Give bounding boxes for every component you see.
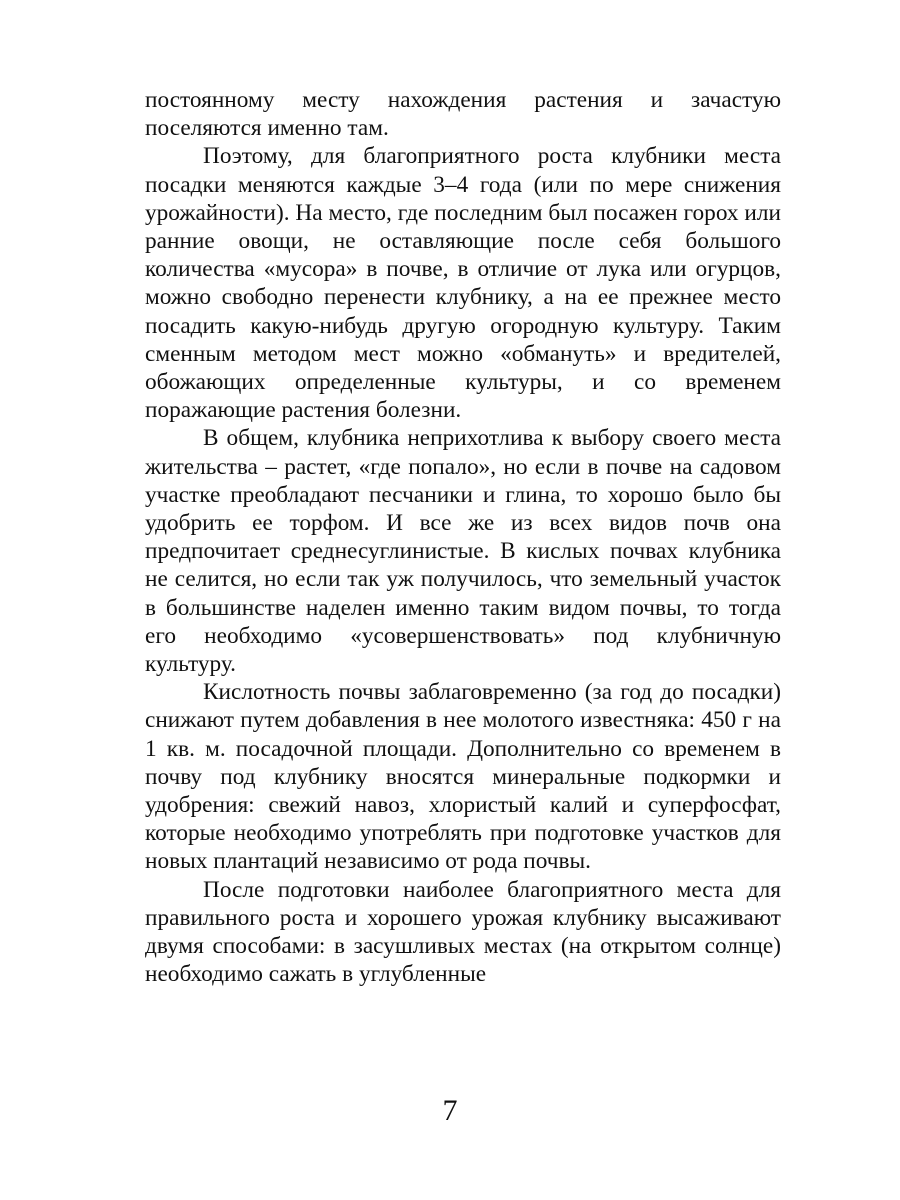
- paragraph-crop-rotation: Поэтому, для благоприятного роста клубники места посадки меняются каждые 3–4 года (или по мере снижения урожайности). На место, где последним был посажен горох или ранние овощи, не оставляющие после себя большого количества «мусора» в почве, в отличие от лука или огурцов, можно свободно перенести клубнику, а на ее прежнее место посадить какую-нибудь другую огородную культуру. Таким сменным методом мест можно «обмануть» и вредителей, обожающих определенные культуры, и со временем поражающие растения болезни.: [145, 143, 781, 424]
- paragraph-acidity: Кислотность почвы заблаговременно (за год до посадки) снижают путем добавления в нее молотого известняка: 450 г на 1 кв. м. посадочной площади. Дополнительно со временем в почву под клубнику вносятся минеральные подкормки и удобрения: свежий навоз, хлористый калий и суперфосфат, которые необходимо употреблять при подготовке участков для новых плантаций независимо от рода почвы.: [145, 679, 781, 875]
- page-number: 7: [442, 1094, 458, 1127]
- paragraph-continuation: постоянному месту нахождения растения и зачастую поселяются именно там.: [145, 87, 781, 142]
- paragraph-soil-choice: В общем, клубника неприхотлива к выбору своего места жительства – растет, «где попало», но если в почве на садовом участке преобладают песчаники и глина, то хорошо было бы удобрить ее торфом. И все же из всех видов почв она предпочитает среднесуглинистые. В кислых почвах клубника не селится, но если так уж получилось, что земельный участок в большинстве наделен именно таким видом почвы, то тогда его необходимо «усовершенствовать» под клубничную культуру.: [145, 425, 781, 678]
- page-body: [145, 86, 781, 989]
- paragraph-planting: После подготовки наиболее благоприятного места для правильного роста и хорошего урожая клубнику высаживают двумя способами: в засушливых местах (на открытом солнце) необходимо сажать в углубленные: [145, 876, 781, 988]
